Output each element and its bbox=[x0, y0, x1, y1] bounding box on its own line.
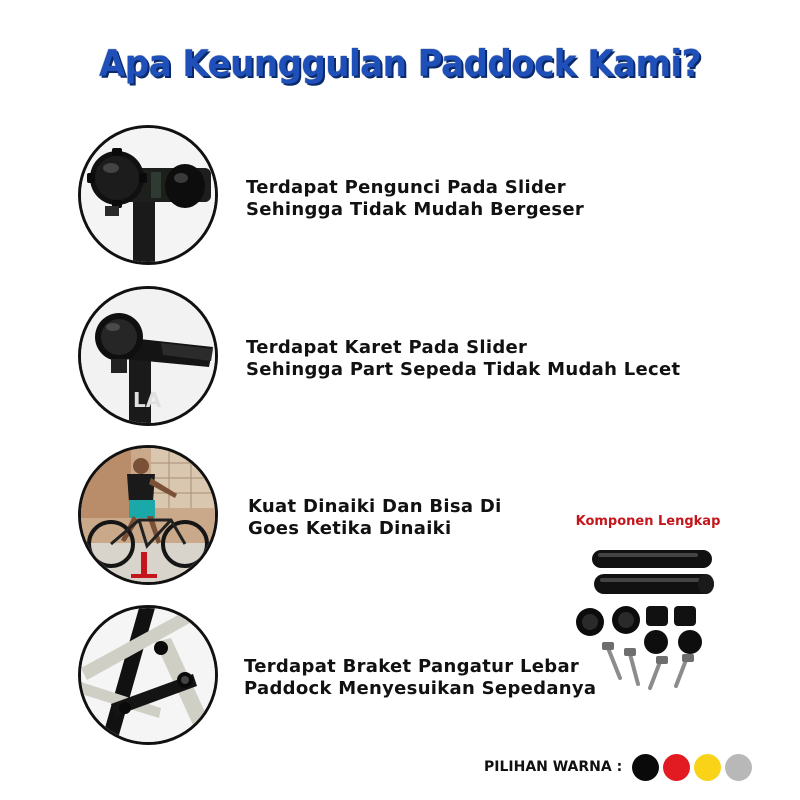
person-riding-bike-icon bbox=[81, 448, 215, 582]
feature-1-line-2: Sehingga Tidak Mudah Bergeser bbox=[246, 199, 585, 220]
color-options bbox=[484, 752, 756, 782]
svg-text:LA: LA bbox=[133, 388, 162, 412]
components-kit bbox=[568, 514, 728, 694]
feature-1-line-1: Terdapat Pengunci Pada Slider bbox=[246, 177, 566, 198]
components-label: Komponen Lengkap bbox=[575, 514, 721, 529]
feature-image-riding bbox=[78, 445, 218, 585]
feature-2-line-2: Sehingga Part Sepeda Tidak Mudah Lecet bbox=[246, 359, 681, 380]
color-swatch-red[interactable] bbox=[663, 754, 690, 781]
slider-lock-knob-icon bbox=[81, 128, 215, 262]
color-swatch-black[interactable] bbox=[632, 754, 659, 781]
feature-text-2 bbox=[246, 337, 680, 381]
feature-text-3 bbox=[248, 496, 502, 540]
feature-3-line-2: Goes Ketika Dinaiki bbox=[248, 518, 452, 539]
width-bracket-icon bbox=[81, 608, 215, 742]
feature-4-line-1: Terdapat Braket Pangatur Lebar bbox=[244, 656, 580, 677]
slider-rubber-icon bbox=[81, 289, 215, 423]
feature-2-line-1: Terdapat Karet Pada Slider bbox=[246, 337, 528, 358]
feature-3-line-1: Kuat Dinaiki Dan Bisa Di bbox=[248, 496, 502, 517]
color-swatch-gray[interactable] bbox=[725, 754, 752, 781]
feature-text-1 bbox=[246, 177, 584, 221]
parts-kit-icon bbox=[568, 536, 728, 696]
page-title: Apa Keunggulan Paddock Kami? bbox=[99, 42, 701, 86]
feature-4-line-2: Paddock Menyesuikan Sepedanya bbox=[244, 678, 597, 699]
feature-text-4 bbox=[244, 656, 596, 700]
color-swatch-yellow[interactable] bbox=[694, 754, 721, 781]
feature-image-width-bracket bbox=[78, 605, 218, 745]
feature-image-slider-rubber bbox=[78, 286, 218, 426]
feature-image-slider-lock bbox=[78, 125, 218, 265]
color-options-label: PILIHAN WARNA : bbox=[484, 759, 623, 775]
